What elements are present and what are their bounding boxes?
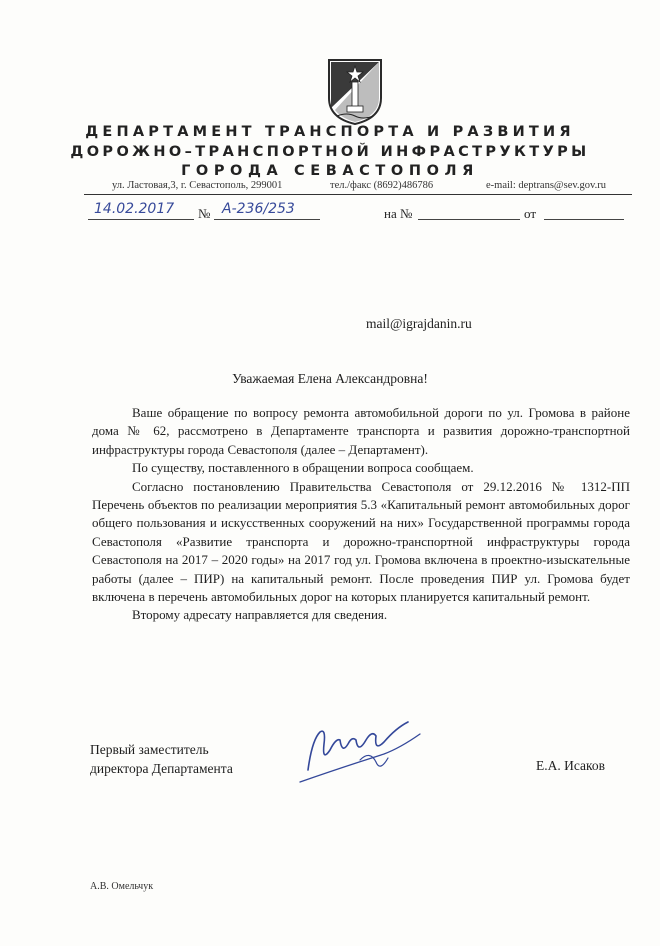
signatory-title (90, 740, 233, 778)
body-paragraph: Согласно постановлению Правительства Севастополя от 29.12.2016 № 1312-ПП Перечень объектов по реализации мероприятия 5.3 «Капитальный ремонт автомобильных дорог общего пользования и искусственных сооружений на них» Государственной программы города Севастополя «Развитие транспорта и дорожно-транспортной инфраструктуры города Севастополя на 2017 – 2020 годы» на 2017 год ул. Громова включена в проектно-изыскательные работы (далее – ПИР) на капитальный ремонт. После проведения ПИР ул. Громова будет включена в перечень автомобильных дорог на которых планируется капитальный ремонт. (92, 478, 630, 605)
org-name-line3: ГОРОДА СЕВАСТОПОЛЯ (181, 163, 479, 179)
handwritten-signature (290, 710, 430, 790)
org-name-line1: ДЕПАРТАМЕНТ ТРАНСПОРТА И РАЗВИТИЯ (85, 124, 575, 140)
date-underline (88, 219, 194, 220)
greeting: Уважаемая Елена Александровна! (232, 371, 428, 386)
letterhead-divider (84, 194, 632, 195)
executor-name: А.В. Омельчук (90, 881, 154, 892)
org-email: e-mail: deptrans@sev.gov.ru (486, 180, 606, 191)
from-blank (544, 219, 624, 220)
org-name-line2: ДОРОЖНО–ТРАНСПОРТНОЙ ИНФРАСТРУКТУРЫ (70, 144, 590, 160)
registration-number: А-236/253 (222, 201, 295, 217)
reference-blank (418, 219, 520, 220)
reference-label: на № (384, 206, 413, 221)
signatory-title-line1: Первый заместитель (90, 742, 209, 757)
registration-date: 14.02.2017 (94, 201, 175, 217)
org-address: ул. Ластовая,3, г. Севастополь, 299001 (112, 180, 283, 191)
recipient-address: mail@igrajdanin.ru (366, 316, 472, 331)
number-label: № (198, 206, 211, 221)
from-label: от (524, 206, 537, 221)
signatory-title-line2: директора Департамента (90, 761, 233, 776)
body-paragraph: Ваше обращение по вопросу ремонта автомобильной дороги по ул. Громова в районе дома № 62, рассмотрено в Департаменте транспорта и развития дорожно-транспортной инфраструктуры города Севастополя (далее – Департамент). (92, 405, 630, 457)
signatory-name: Е.А. Исаков (536, 758, 606, 773)
body-paragraph: По существу, поставленного в обращении вопроса сообщаем. (132, 460, 474, 476)
letter-body (92, 404, 630, 625)
number-underline (214, 219, 320, 220)
body-paragraph: Второму адресату направляется для сведения. (132, 607, 388, 623)
org-phone: тел./факс (8692)486786 (330, 180, 434, 191)
sevastopol-coat-of-arms-icon (327, 58, 383, 126)
